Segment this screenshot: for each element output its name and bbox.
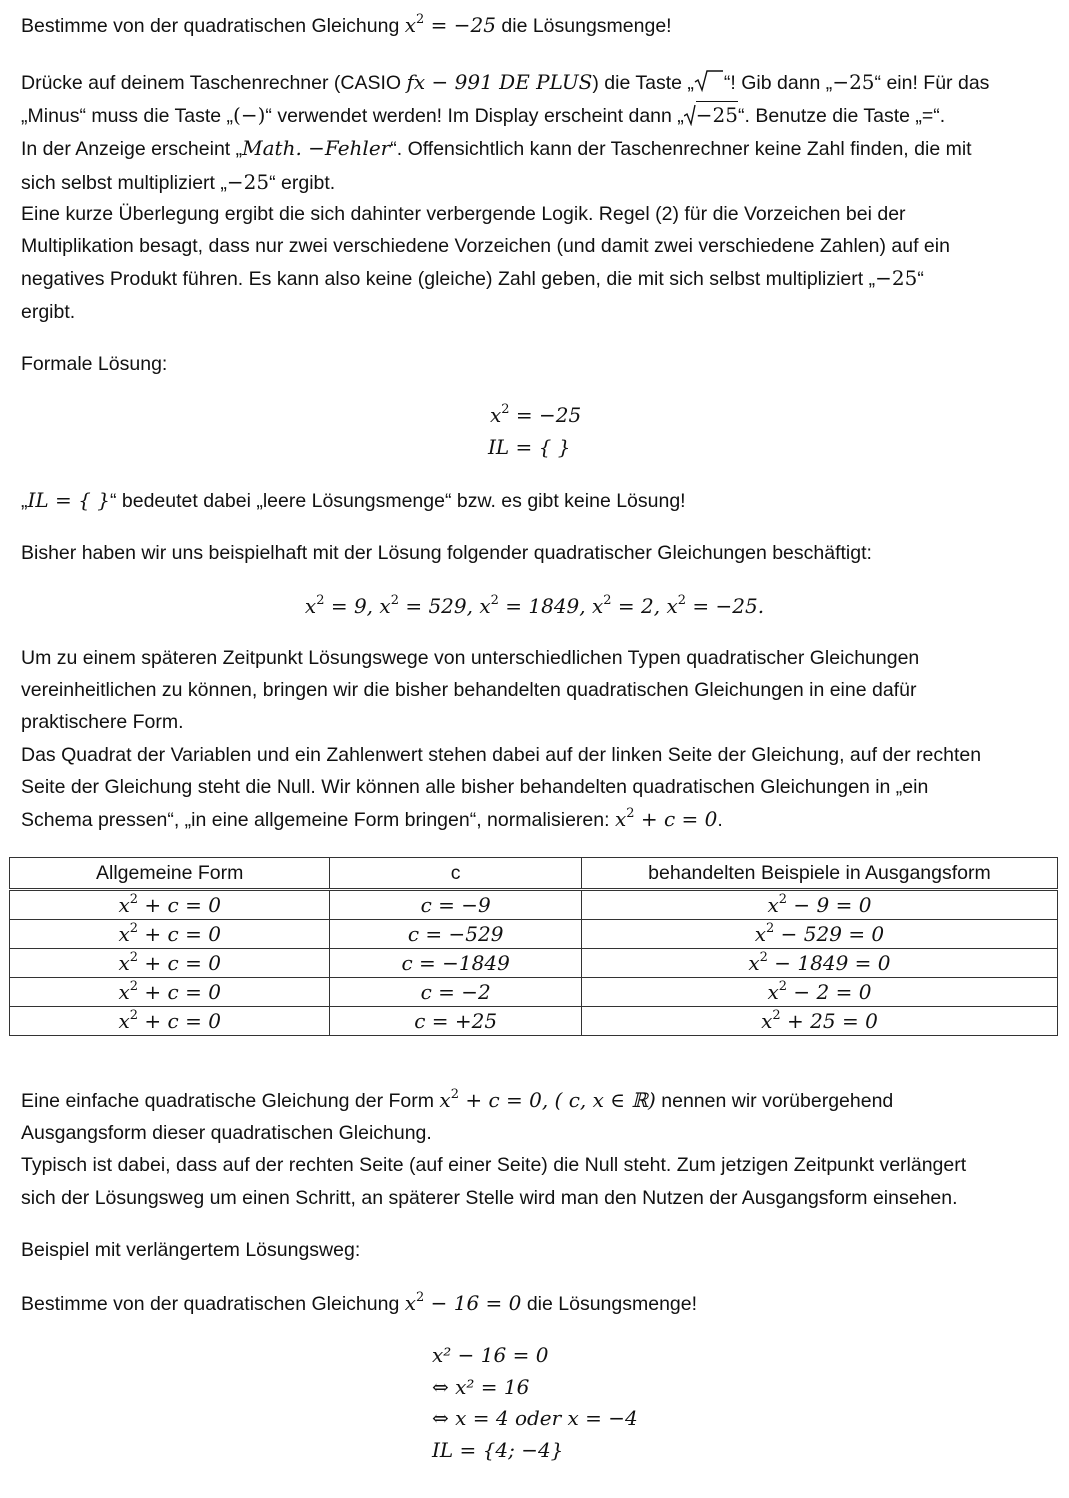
text: “ ein! Für das <box>874 72 990 94</box>
text: “ bedeutet dabei „leere Lösungsmenge“ bzw. es gibt keine Lösung! <box>109 490 686 512</box>
cell-c: c = −9 <box>330 890 582 920</box>
text: Schema pressen“, „in eine allgemeine Form bringen“, normalisieren: <box>21 809 615 832</box>
text: ergibt. <box>21 300 76 323</box>
cell-example: $x^2 - 529 = 0$ <box>581 920 1057 949</box>
logic-explanation <box>21 198 1056 328</box>
normalization-text <box>21 642 1056 836</box>
cell-c: c = +25 <box>330 1007 582 1036</box>
calculator-instructions <box>21 66 1056 199</box>
text: Typisch ist dabei, dass auf der rechten Seite (auf einer Seite) die Null steht. Zum jetzigen Zeitpunkt verlängert <box>21 1154 967 1177</box>
cell-general-form: $x^2 + c = 0$ <box>10 949 330 978</box>
header-c: c <box>330 858 582 890</box>
table-row <box>10 1007 1058 1036</box>
examples-intro: Bisher haben wir uns beispielhaft mit der Lösung folgender quadratischer Gleichungen beschäftigt: <box>21 542 872 564</box>
text: “ ergibt. <box>269 171 336 194</box>
text: „Minus“ muss die Taste „ <box>21 105 234 128</box>
task-2 <box>21 1287 1056 1320</box>
task-2-equation: $x^2 - 16 = 0$ <box>404 1290 522 1315</box>
text: In der Anzeige erscheint „ <box>21 138 243 161</box>
task-1 <box>21 9 1056 42</box>
cell-c: c = −1849 <box>330 949 582 978</box>
text: “ <box>917 268 924 291</box>
text: “ verwendet werden! Im Display erscheint dann „ <box>265 105 684 128</box>
text: Das Quadrat der Variablen und ein Zahlenwert stehen dabei auf der linken Seite der Gleichung, auf der rechten <box>21 743 982 766</box>
text: Bestimme von der quadratischen Gleichung <box>21 1293 405 1315</box>
solution-step: ⇔ x = 4 oder x = −4 <box>432 1406 638 1430</box>
solution-set: IL = {4; −4} <box>432 1437 564 1462</box>
sqrt-neg25 <box>684 105 738 127</box>
text: Eine kurze Überlegung ergibt die sich dahinter verbergende Logik. Regel (2) für die Vorzeichen bei der <box>21 203 906 225</box>
cell-example: $x^2 - 2 = 0$ <box>581 978 1057 1007</box>
header-examples: behandelten Beispiele in Ausgangsform <box>581 858 1057 890</box>
text: Um zu einem späteren Zeitpunkt Lösungswege von unterschiedlichen Typen quadratischer Gleichungen <box>21 647 920 669</box>
text: Drücke auf deinem Taschenrechner (CASIO <box>21 72 407 94</box>
text: nennen wir vorübergehend <box>655 1090 894 1112</box>
task-1-pre: Bestimme von der quadratischen Gleichung <box>21 15 405 37</box>
cell-general-form: $x^2 + c = 0$ <box>10 1007 330 1036</box>
general-form-equation: $x^2 + c = 0$ <box>614 806 718 832</box>
formal-solution-set: IL = { } <box>488 434 571 459</box>
initial-form-text <box>21 1084 1056 1214</box>
cell-example: $x^2 - 1849 = 0$ <box>581 949 1057 978</box>
table-row <box>10 949 1058 978</box>
formal-label: Formale Lösung: <box>21 353 168 375</box>
minus-key: (−) <box>233 103 266 128</box>
value-neg25: −25 <box>875 266 918 291</box>
cell-general-form: $x^2 + c = 0$ <box>10 890 330 920</box>
example-label: Beispiel mit verlängertem Lösungsweg: <box>21 1239 361 1261</box>
text: die Lösungsmenge! <box>521 1293 698 1315</box>
cell-general-form: $x^2 + c = 0$ <box>10 978 330 1007</box>
text: “. Offensichtlich kann der Taschenrechner keine Zahl finden, die mit <box>390 138 972 161</box>
text: Ausgangsform dieser quadratischen Gleichung. <box>21 1122 432 1145</box>
empty-set-note <box>21 484 1056 517</box>
cell-general-form: $x^2 + c = 0$ <box>10 920 330 949</box>
error-message: Math. −Fehler <box>242 136 391 161</box>
cell-c: c = −2 <box>330 978 582 1007</box>
table-row <box>10 890 1058 920</box>
text: praktischere Form. <box>21 711 184 734</box>
header-general-form: Allgemeine Form <box>10 858 330 890</box>
value-neg25: −25 <box>832 70 875 94</box>
sqrt-key-icon <box>694 72 724 92</box>
formal-equation: $x^2 = -25$ <box>490 402 582 427</box>
value-neg25: −25 <box>226 169 270 194</box>
examples-equations: $x^2 = 9$, $x^2 = 529$, $x^2 = 1849$, $x^2 = 2$, $x^2 = -25$. <box>304 593 765 618</box>
text: Seite der Gleichung steht die Null. Wir können alle bisher behandelten quadratischen Gleichungen in „ein <box>21 775 929 798</box>
text: ) die Taste „ <box>592 72 694 94</box>
initial-form-equation: $x^2 + c = 0$, ( c, x ∈ ℝ) <box>439 1087 656 1112</box>
calculator-model: fx − 991 DE PLUS <box>406 70 593 94</box>
text: . <box>717 809 723 832</box>
table-row <box>10 920 1058 949</box>
text: sich der Lösungsweg um einen Schritt, an späterer Stelle wird man den Nutzen der Ausgangsform einsehen. <box>21 1186 958 1209</box>
table-header-row <box>10 858 1058 890</box>
text: vereinheitlichen zu können, bringen wir die bisher behandelten quadratischen Gleichungen in eine dafür <box>21 679 917 702</box>
radical-icon <box>684 104 696 126</box>
solution-step: x² − 16 = 0 <box>432 1343 549 1367</box>
table-row <box>10 978 1058 1007</box>
cell-example: $x^2 + 25 = 0$ <box>581 1007 1057 1036</box>
text: sich selbst multipliziert „ <box>21 171 227 194</box>
task-1-equation: $x^2 = -25$ <box>404 12 496 37</box>
cell-c: c = −529 <box>330 920 582 949</box>
radicand: −25 <box>695 103 738 128</box>
formal-solution <box>490 400 581 463</box>
text: “. Benutze die Taste „=“. <box>738 105 946 128</box>
text: „ <box>21 490 28 512</box>
cell-example: $x^2 - 9 = 0$ <box>581 890 1057 920</box>
text: Multiplikation besagt, dass nur zwei verschiedene Vorzeichen (und damit zwei verschiedene Zahlen) auf ein <box>21 235 950 258</box>
forms-table <box>9 857 1058 1036</box>
text: “! Gib dann „ <box>723 72 833 94</box>
text: Eine einfache quadratische Gleichung der Form <box>21 1090 440 1112</box>
text: negatives Produkt führen. Es kann also keine (gleiche) Zahl geben, die mit sich selbst multipliziert „ <box>21 268 876 291</box>
task-1-post: die Lösungsmenge! <box>495 15 672 37</box>
empty-set-symbol: IL = { } <box>27 488 110 512</box>
solution-step: ⇔ x² = 16 <box>432 1374 530 1399</box>
solution-steps <box>432 1340 638 1466</box>
